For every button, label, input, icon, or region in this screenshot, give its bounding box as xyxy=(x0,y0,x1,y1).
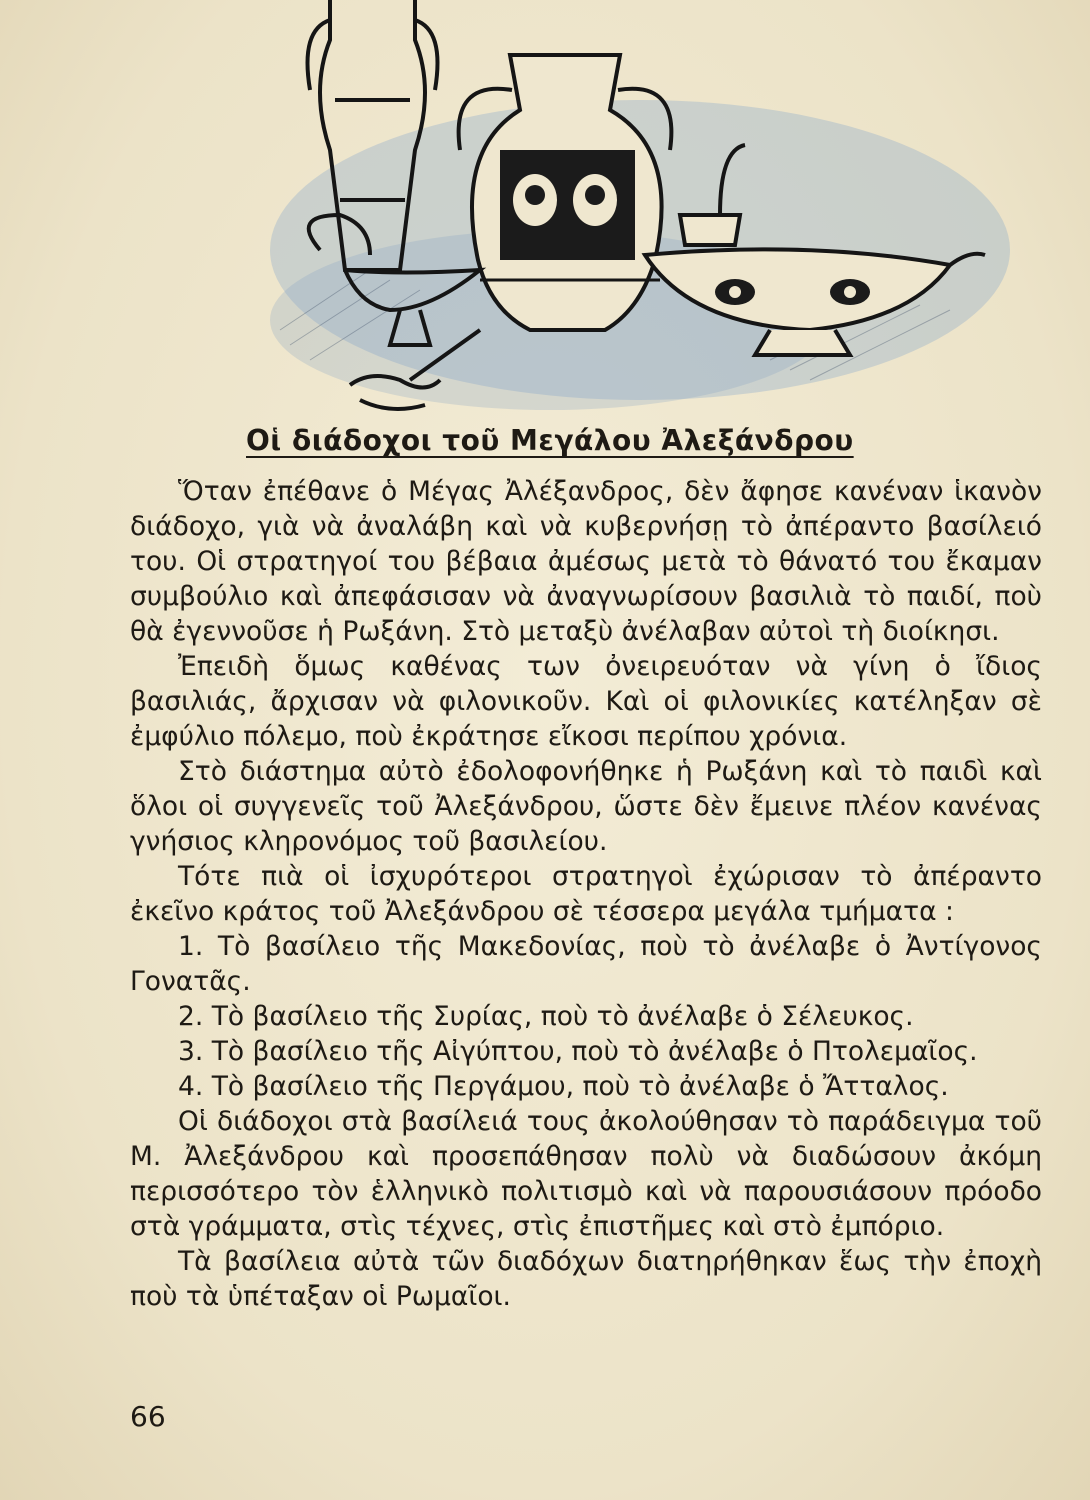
list-item: 3. Τὸ βασίλειο τῆς Αἰγύπτου, ποὺ τὸ ἀνέλαβε ὁ Πτολεμαῖος. xyxy=(178,1036,978,1067)
list-item: 2. Τὸ βασίλειο τῆς Συρίας, ποὺ τὸ ἀνέλαβε ὁ Σέλευκος. xyxy=(178,1001,914,1032)
list-item: 1. Τὸ βασίλειο τῆς Μακεδονίας, ποὺ τὸ ἀνέλαβε ὁ Ἀντίγονος Γονατᾶς. xyxy=(130,931,1042,997)
list-item: 4. Τὸ βασίλειο τῆς Περγάμου, ποὺ τὸ ἀνέλαβε ὁ Ἄτταλος. xyxy=(178,1071,949,1102)
paragraph: Στὸ διάστημα αὐτὸ ἐδολοφονήθηκε ἡ Ρωξάνη καὶ τὸ παιδὶ καὶ ὅλοι οἱ συγγενεῖς τοῦ Ἀλεξάνδρου, ὥστε δὲν ἔμεινε πλέον κανένας γνήσιος κληρονόμος τοῦ βασιλείου. xyxy=(130,756,1042,857)
section-title: Οἱ διάδοχοι τοῦ Μεγάλου Ἀλεξάνδρου xyxy=(246,424,854,457)
paragraph: Τότε πιὰ οἱ ἰσχυρότεροι στρατηγοὶ ἐχώρισαν τὸ ἀπέραντο ἐκεῖνο κράτος τοῦ Ἀλεξάνδρου σὲ τέσσερα μεγάλα τμήματα : xyxy=(130,861,1042,927)
page-number: 66 xyxy=(130,1400,166,1433)
paragraph: Ὅταν ἐπέθανε ὁ Μέγας Ἀλέξανδρος, δὲν ἄφησε κανέναν ἱκανὸν διάδοχο, γιὰ νὰ ἀναλάβη καὶ νὰ κυβερνήσῃ τὸ ἀπέραντο βασίλειό του. Οἱ στρατηγοί του βέβαια ἀμέσως μετὰ τὸ θάνατό του ἔκαμαν συμβούλιο καὶ ἀπεφάσισαν νὰ ἀναγνωρίσουν βασιλιὰ τὸ παιδί, ποὺ θὰ ἐγεννοῦσε ἡ Ρωξάνη. Στὸ μεταξὺ ἀνέλαβαν αὐτοὶ τὴ διοίκησι. xyxy=(130,476,1042,647)
paragraph: Τὰ βασίλεια αὐτὰ τῶν διαδόχων διατηρήθηκαν ἕως τὴν ἐποχὴ ποὺ τὰ ὑπέταξαν οἱ Ρωμαῖοι. xyxy=(130,1246,1042,1312)
greek-vases-illustration xyxy=(250,0,1010,430)
paragraph: Οἱ διάδοχοι στὰ βασίλειά τους ἀκολούθησαν τὸ παράδειγμα τοῦ Μ. Ἀλεξάνδρου καὶ προσεπάθησαν πολὺ νὰ διαδώσουν ἀκόμη περισσότερο τὸν ἑλληνικὸ πολιτισμὸ καὶ νὰ παρουσιάσουν πρόοδο στὰ γράμματα, στὶς τέχνες, στὶς ἐπιστῆμες καὶ στὸ ἐμπόριο. xyxy=(130,1106,1042,1242)
body-text xyxy=(130,474,1042,1314)
paragraph: Ἐπειδὴ ὅμως καθένας των ὀνειρευόταν νὰ γίνη ὁ ἴδιος βασιλιάς, ἄρχισαν νὰ φιλονικοῦν. Καὶ οἱ φιλονικίες κατέληξαν σὲ ἐμφύλιο πόλεμο, ποὺ ἐκράτησε εἴκοσι περίπου χρόνια. xyxy=(130,651,1042,752)
